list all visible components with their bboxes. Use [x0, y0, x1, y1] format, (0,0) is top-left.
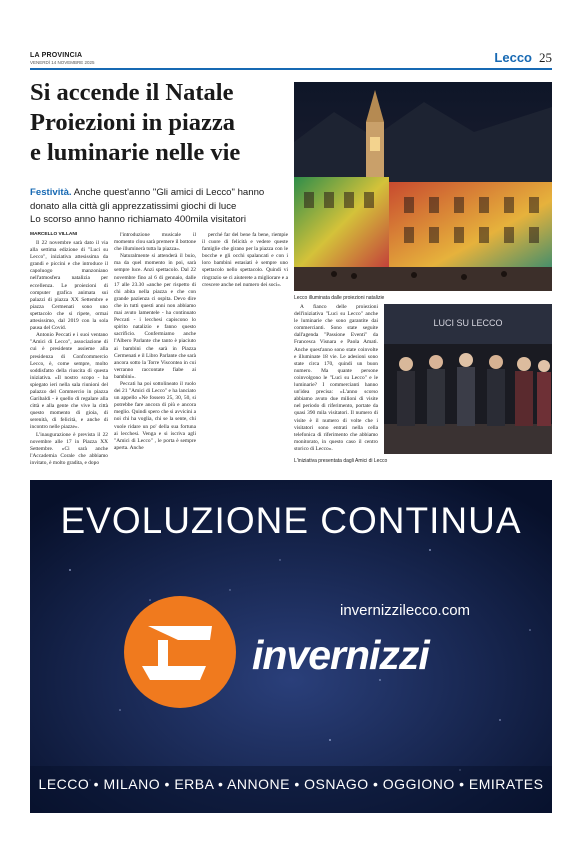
- paragraph: A fianco delle proiezioni dell'iniziativa "Luci su Lecco" anche le luminarie che sono garantite dai commercianti. Sono state seguite dall'agenda "Passione Eventi" da Francesca Visnara e Paola Amati. Anche quest'anno sono state coinvolte e illuminate 18 vie. Le adesioni sono state circa 170, quindi un buon numero. Ma quante persone coinvolgono le "Luci su Lecco" e le luminarie? I commercianti hanno un'idea precisa: «L'anno scorso abbiamo avuto due milioni di visite nel periodo di riferimento, portate da quasi 390 mila visitatori. Il numero di visite è il numero di volte che i visitatori sono entrati nella cella telefonica di riferimento che abbiamo monitorato, in questo caso il centro storico di Lecco».: [294, 304, 378, 452]
- paragraph: perché far del bene fa bene, riempie il cuore di felicità e vedere queste famiglie che girano per la piazza con le bocche e gli occhi spalancati e con i loro bambini estasiati è sempre uno spettacolo nello spettacolo. Quindi vi ringrazio se ci aiuterete a migliorare e a crescere anche nel numero dei soci».: [202, 232, 288, 288]
- page-number: 25: [539, 50, 552, 65]
- publication-date: VENERDÌ 14 NOVEMBRE 2025: [30, 60, 95, 65]
- backdrop-text: LUCI SU LECCO: [433, 318, 503, 328]
- kicker-subtitle: Lo scorso anno hanno richiamato 400mila visitatori: [30, 214, 246, 225]
- ad-locations: LECCO • MILANO • ERBA • ANNONE • OSNAGO • OGGIONO • EMIRATES: [38, 776, 544, 792]
- headline-line: Si accende il Natale: [30, 79, 234, 106]
- ad-slogan: EVOLUZIONE CONTINUA: [60, 500, 522, 541]
- advertisement[interactable]: [30, 480, 552, 813]
- photo-caption: Lecco illuminata dalle proiezioni natalizie: [294, 295, 385, 301]
- article-column-2: [114, 232, 196, 451]
- headline-line: Proiezioni in piazza: [30, 109, 236, 136]
- invernizzi-logo-icon: [124, 596, 236, 708]
- paragraph: Naturalmente si attenderà il buio, ma da quel momento in poi, sarà sempre luce. Anzi spettacolo. Dal 22 novembre fino al 6 di gennaio, dalle 17 alle 23.30 «anche per rispetto di chi abita nella piazza e che con grande pazienza ci ospita. Devo dire che in tutti questi anni non abbiamo mai avuto lamentele - ha continuato Peccati - i lecchesi capiscono lo spirito natalizio e fanno questo sacrificio. Confermiamo anche l'Albero Parlante che tanto è piaciuto ai bambini che sarà in Piazza Cermenati e il Libro Parlante che sarà ancora sotto la Torre Viscontea in cui verranno raccontate fiabe ai bambini».: [114, 253, 196, 380]
- section-name: Lecco: [494, 50, 532, 65]
- photo-lecco-lights: [294, 82, 552, 291]
- masthead: [30, 52, 95, 65]
- ad-website-link[interactable]: invernizzilecco.com: [340, 602, 471, 619]
- kicker: [30, 186, 292, 227]
- paragraph: Il 22 novembre sarà dato il via alla settima edizione di "Luci su Lecco", iniziativa attesissima da grandi e piccini e che introduce il capoluogo manzoniano nell'atmosfera natalizia per eccellenza. Le proiezioni di computer grafica animata sui palazzi di piazza XX Settembre e piazza Cermenati sono uno spettacolo che si ripete, ormai attesissimo, dal 2019 con la sola pausa del Covid.: [30, 240, 108, 332]
- paragraph: l'introduzione musicale il momento clou sarà premere il bottone che illuminerà tutta la piazza».: [114, 232, 196, 253]
- paragraph: Peccati ha poi sottolineato il ruolo dei 21 "Amici di Lecco" e ha lanciato un appello «Ne fossero 25, 30, 50, si potrebbe fare ancora di più e ancora meglio. Quindi spero che si avvicini a noi chi ha voglia, chi se la sente, chi vuole ridare un po' della sua fortuna ai lecchesi. Venga e si iscriva agli "Amici di Lecco" , le porta è sempre aperta. Anche: [114, 380, 196, 451]
- article-column-3: [202, 232, 288, 445]
- photo-lecco-lights-graphic: [294, 82, 552, 291]
- publication-name: LA PROVINCIA: [30, 52, 83, 59]
- headline: [30, 78, 292, 168]
- paragraph: Antonio Peccati e i suoi ventano "Amici di Lecco", associazione di cui è presidente assieme alla presidenza di Confcommercio Lecco, è, come sempre, molto soddisfatto della riuscita di questa iniziativa. «Il nostro scopo - ha spiegato ieri nella sala riunioni del palazzo del Commercio in piazza Garibaldi - è quello di regalare alla città e alla gente che vive la città questo momento di gioia, di serenità, di felicità, e anche di incontro nelle piazze».: [30, 332, 108, 431]
- kicker-text: Anche quest'anno "Gli amici di Lecco" hanno donato alla città gli apprezzatissimi giochi di luce: [30, 187, 265, 212]
- kicker-keyword: Festività.: [30, 187, 72, 198]
- article-column-1: [30, 240, 108, 466]
- header-rule: [30, 68, 552, 70]
- article-column-4: [294, 304, 378, 452]
- headline-line: e luminarie nelle vie: [30, 139, 241, 166]
- photo-caption: L'iniziativa presentata dagli Amici di Lecco: [294, 458, 388, 464]
- paragraph: L'inaugurazione è prevista il 22 novembre alle 17 in Piazza XX Settembre. «Ci sarà anche l'Accademia Corale che abbiamo invitato, è molto gradita, e dopo: [30, 431, 108, 466]
- photo-group: [384, 304, 552, 454]
- photo-group-graphic: [384, 304, 552, 454]
- ad-brand-name: invernizzi: [252, 632, 429, 678]
- byline: MARCELLO VILLANI: [30, 232, 78, 237]
